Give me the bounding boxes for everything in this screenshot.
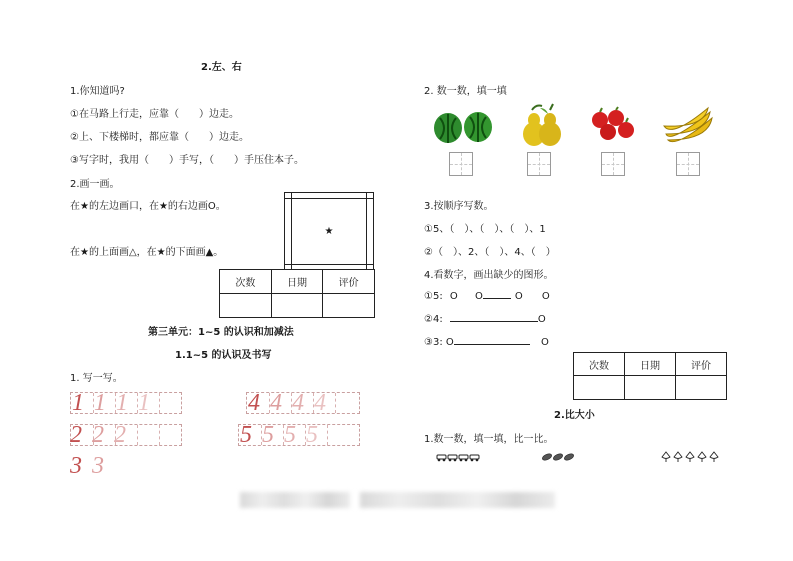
pear-icon: [520, 102, 564, 148]
q2-line-2: 在★的上面画△，在★的下面画▲。: [70, 247, 224, 258]
q1-heading: 1.你知道吗?: [70, 86, 125, 97]
order-heading: 3.按顺序写数。: [424, 201, 494, 212]
eval-header: 次数: [574, 353, 625, 376]
shape-row-label: ③3:: [424, 337, 443, 348]
write-heading: 1. 写一写。: [70, 373, 123, 384]
shape-row-label: ①5:: [424, 291, 443, 302]
digit-trace: 4: [248, 390, 260, 416]
copy-row-3: [70, 453, 182, 479]
shape-row-2: [424, 313, 546, 325]
q2-line-1: 在★的左边画口，在★的右边画O。: [70, 201, 226, 212]
digit-trace: 2: [92, 422, 104, 448]
circle-shape: O: [474, 291, 483, 302]
blurred-footer: [240, 492, 350, 508]
car-icon: [436, 452, 480, 462]
grid-cell[interactable]: [285, 198, 292, 264]
lesson-title: 1.1~5 的认识及书写: [175, 350, 272, 361]
watermelon-icon: [432, 106, 496, 146]
shape-row-3: [424, 336, 549, 348]
eval-cell[interactable]: [625, 376, 676, 400]
circle-shape: O: [540, 337, 549, 348]
count-heading: 2. 数一数，填一填: [424, 86, 507, 97]
order-line-2: ②（ ）、2、（ ）、4、（ ）: [424, 247, 556, 258]
q1-item-2: ②上、下楼梯时，都应靠（ ）边走。: [70, 132, 249, 143]
blurred-footer: [360, 492, 555, 508]
digit-trace: 2: [70, 422, 82, 448]
circle-shape: O: [449, 291, 458, 302]
answer-box-banana[interactable]: [676, 152, 700, 176]
circle-shape: O: [537, 314, 546, 325]
blank-line[interactable]: [450, 313, 538, 322]
circle-shape: O: [445, 337, 454, 348]
shape-row-label: ②4:: [424, 314, 443, 325]
digit-trace: 1: [138, 390, 150, 416]
eval-cell[interactable]: [574, 376, 625, 400]
shape-heading: 4.看数字，画出缺少的图形。: [424, 270, 554, 281]
digit-trace: 1: [94, 390, 106, 416]
banana-icon: [660, 104, 714, 146]
eval-header: 评价: [676, 353, 727, 376]
blank-line[interactable]: [483, 290, 511, 299]
digit-trace: 5: [284, 422, 296, 448]
unit-title: 第三单元：1~5 的认识和加减法: [148, 327, 294, 338]
q1-item-1: ①在马路上行走，应靠（ ）边走。: [70, 109, 239, 120]
q2-heading: 2.画一画。: [70, 179, 120, 190]
shape-row-1: [424, 290, 550, 302]
circle-shape: O: [514, 291, 523, 302]
answer-box-pear[interactable]: [527, 152, 551, 176]
answer-box-apple[interactable]: [601, 152, 625, 176]
grid-star-cell: [292, 198, 366, 264]
eval-cell[interactable]: [220, 294, 272, 318]
eval-header: 日期: [625, 353, 676, 376]
grid-cell[interactable]: [366, 198, 373, 264]
digit-trace: 4: [314, 390, 326, 416]
digit-trace: 5: [240, 422, 252, 448]
drawing-grid[interactable]: [284, 192, 374, 270]
eval-cell[interactable]: [676, 376, 727, 400]
digit-trace: 4: [270, 390, 282, 416]
eval-header: 评价: [323, 270, 375, 294]
eval-table-right: [573, 352, 727, 400]
order-line-1: ①5、（ ）、（ ）、（ ）、1: [424, 224, 546, 235]
compare-title: 2.比大小: [554, 410, 595, 421]
digit-trace: 5: [306, 422, 318, 448]
star-icon: ★: [324, 225, 334, 237]
digit-trace: 1: [116, 390, 128, 416]
section-title: 2.左、右: [201, 62, 242, 73]
compare-heading: 1.数一数，填一填，比一比。: [424, 434, 554, 445]
eval-header: 日期: [271, 270, 323, 294]
eval-cell[interactable]: [271, 294, 323, 318]
copy-box: [238, 424, 360, 446]
apple-icon: [588, 106, 638, 144]
digit-trace: 4: [292, 390, 304, 416]
answer-box-melon[interactable]: [449, 152, 473, 176]
leaf-icon: [542, 452, 576, 462]
eval-header: 次数: [220, 270, 272, 294]
digit-trace: 1: [72, 390, 84, 416]
digit-trace: 2: [114, 422, 126, 448]
circle-shape: O: [541, 291, 550, 302]
copy-box: [70, 424, 182, 446]
digit-trace: 5: [262, 422, 274, 448]
eval-table-left: [219, 269, 375, 318]
spade-icon: [661, 451, 719, 463]
digit-trace: 3: [70, 453, 82, 479]
eval-cell[interactable]: [323, 294, 375, 318]
q1-item-3: ③写字时，我用（ ）手写，（ ）手压住本子。: [70, 155, 304, 166]
blank-line[interactable]: [454, 336, 530, 345]
digit-trace: 3: [92, 453, 104, 479]
